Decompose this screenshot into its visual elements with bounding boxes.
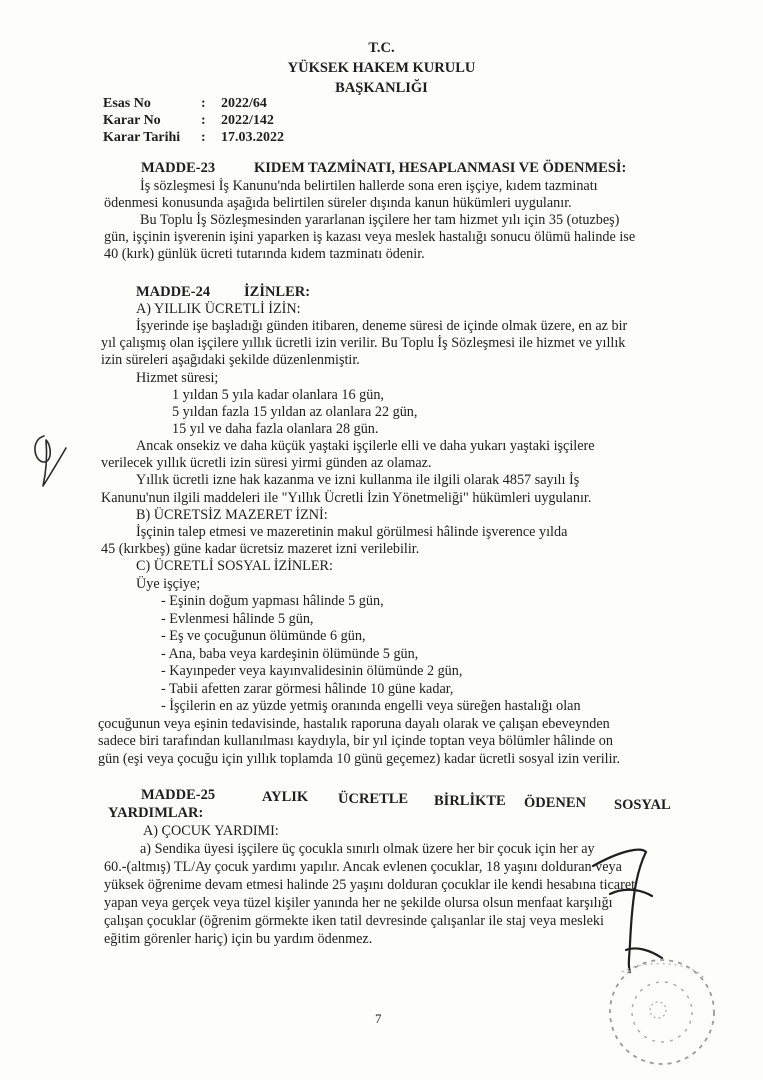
madde24-line-13: B) ÜCRETSİZ MAZERET İZNİ: [136,507,328,523]
madde23-line-1: İş sözleşmesi İş Kanunu'nda belirtilen hallerde sona eren işçiye, kıdem tazminatı [140,178,598,194]
madde25-line-7: eğitim görenler hariç) için bu yardım ödenmez. [104,931,373,947]
meta-value-tarih: 17.03.2022 [221,130,284,145]
madde24-line-14: İşçinin talep etmesi ve mazeretinin makul görülmesi hâlinde işverence yılda [136,524,568,540]
madde24-line-5: Hizmet süresi; [136,370,219,386]
meta-sep-tarih: : [201,130,206,145]
madde23-line-5: 40 (kırk) günlük ücreti tutarında kıdem tazminatı ödenir. [104,246,425,262]
madde24-line-4: izin süreleri aşağıdaki şekilde düzenlenmiştir. [101,352,360,368]
madde24-line-24: - İşçilerin en az yüzde yetmiş oranında engelli veya süreğen hastalığı olan [161,698,581,714]
madde25-title-word-4: ÖDENEN [524,795,587,811]
meta-label-esas: Esas No [103,96,151,111]
madde24-number: MADDE-24 [136,284,211,300]
madde24-line-18: - Eşinin doğum yapması hâlinde 5 gün, [161,593,384,609]
madde24-line-17: Üye işçiye; [136,576,201,592]
madde24-line-12: Kanunu'nun ilgili maddeleri ile "Yıllık Ücretli İzin Yönetmeliği" hükümleri uygulanır. [101,490,592,506]
madde24-line-16: C) ÜCRETLİ SOSYAL İZİNLER: [136,558,333,574]
madde23-line-4: gün, işçinin işverenin işini yaparken iş kazası veya meslek hastalığı sonucu ölümü halinde ise [104,229,636,245]
madde24-line-26: sadece biri tarafından kullanılması kaydıyla, bir yıl içinde toptan veya bölümler hâlinde on [98,733,613,749]
meta-sep-esas: : [201,96,206,111]
madde24-line-9: Ancak onsekiz ve daha küçük yaştaki işçilerle elli ve daha yukarı yaştaki işçilere [136,438,595,454]
header-country: T.C. [368,40,395,56]
madde24-line-1: A) YILLIK ÜCRETLİ İZİN: [136,301,301,317]
header-institution: YÜKSEK HAKEM KURULU [287,60,476,76]
madde23-line-3: Bu Toplu İş Sözleşmesinden yararlanan işçilere her tam hizmet yılı için 35 (otuzbeş) [140,212,620,228]
madde24-line-11: Yıllık ücretli izne hak kazanma ve izni kullanma ile ilgili olarak 4857 sayılı İş [136,472,580,488]
madde23-number: MADDE-23 [141,160,216,176]
madde25-number: MADDE-25 [141,787,216,803]
madde25-line-1: A) ÇOCUK YARDIMI: [143,823,279,839]
madde25-title-word-3: BİRLİKTE [434,793,506,809]
madde25-title-line-2: YARDIMLAR: [108,805,204,821]
page-number: 7 [375,1011,382,1026]
madde24-line-8: 15 yıl ve daha fazla olanlara 28 gün. [172,421,379,437]
madde24-line-27: gün (eşi veya çocuğu için yıllık toplamda 10 günü geçemez) kadar ücretli sosyal izin verilir. [98,751,621,767]
madde24-line-25: çocuğunun veya eşinin tedavisinde, hastalık raporuna dayalı olarak ve çalışan ebeveynden [98,716,610,732]
madde24-line-22: - Kayınpeder veya kayınvalidesinin ölümünde 2 gün, [161,663,463,679]
meta-value-karar: 2022/142 [221,113,274,128]
madde25-line-4: yüksek öğrenime devam etmesi halinde 25 yaşını dolduran çocuklar ile kendi hesabına ticaret [104,877,636,893]
madde25-line-2: a) Sendika üyesi işçilere üç çocukla sınırlı olmak üzere her bir çocuk için her ay [140,841,595,857]
madde24-line-23: - Tabii afetten zarar görmesi hâlinde 10 güne kadar, [161,681,454,697]
header-department: BAŞKANLIĞI [335,80,428,96]
madde24-line-21: - Ana, baba veya kardeşinin ölümünde 5 gün, [161,646,419,662]
madde24-line-15: 45 (kırkbeş) güne kadar ücretsiz mazeret izni verilebilir. [101,541,420,557]
madde25-line-3: 60.-(altmış) TL/Ay çocuk yardımı yapılır. Ancak evlenen çocuklar, 18 yaşını dolduran veya [104,859,622,875]
madde25-title-word-2: ÜCRETLE [338,791,409,807]
madde25-title-word-5: SOSYAL [614,797,671,813]
madde24-title: İZİNLER: [244,284,311,300]
madde24-line-10: verilecek yıllık ücretli izin süresi yirmi günden az olamaz. [101,455,432,471]
madde23-line-2: ödenmesi konusunda aşağıda belirtilen süreler dışında kanun hükümleri uygulanır. [104,195,572,211]
madde23-title: KIDEM TAZMİNATI, HESAPLANMASI VE ÖDENMESİ: [254,160,627,176]
madde25-line-6: çalışan çocuklar (öğrenim görmekte iken tatil devresinde çalışanlar ile staj veya mesleki [104,913,604,929]
madde24-line-20: - Eş ve çocuğunun ölümünde 6 gün, [161,628,366,644]
meta-value-esas: 2022/64 [221,96,267,111]
madde24-line-7: 5 yıldan fazla 15 yıldan az olanlara 22 gün, [172,404,418,420]
madde24-line-2: İşyerinde işe başladığı günden itibaren, deneme süresi de içinde olmak üzere, en az bir [136,318,628,334]
madde25-line-5: yapan veya gerçek veya tüzel kişiler yanında her ne şekilde olursa olsun menfaat karşılığı [104,895,613,911]
madde24-line-6: 1 yıldan 5 yıla kadar olanlara 16 gün, [172,387,384,403]
madde25-title-word-1: AYLIK [262,789,309,805]
meta-label-karar: Karar No [103,113,161,128]
madde24-line-3: yıl çalışmış olan işçilere yıllık ücretli izin verilir. Bu Toplu İş Sözleşmesi ile hizmet ve yıllık [101,335,626,351]
madde24-line-19: - Evlenmesi hâlinde 5 gün, [161,611,314,627]
meta-sep-karar: : [201,113,206,128]
meta-label-tarih: Karar Tarihi [103,130,181,145]
